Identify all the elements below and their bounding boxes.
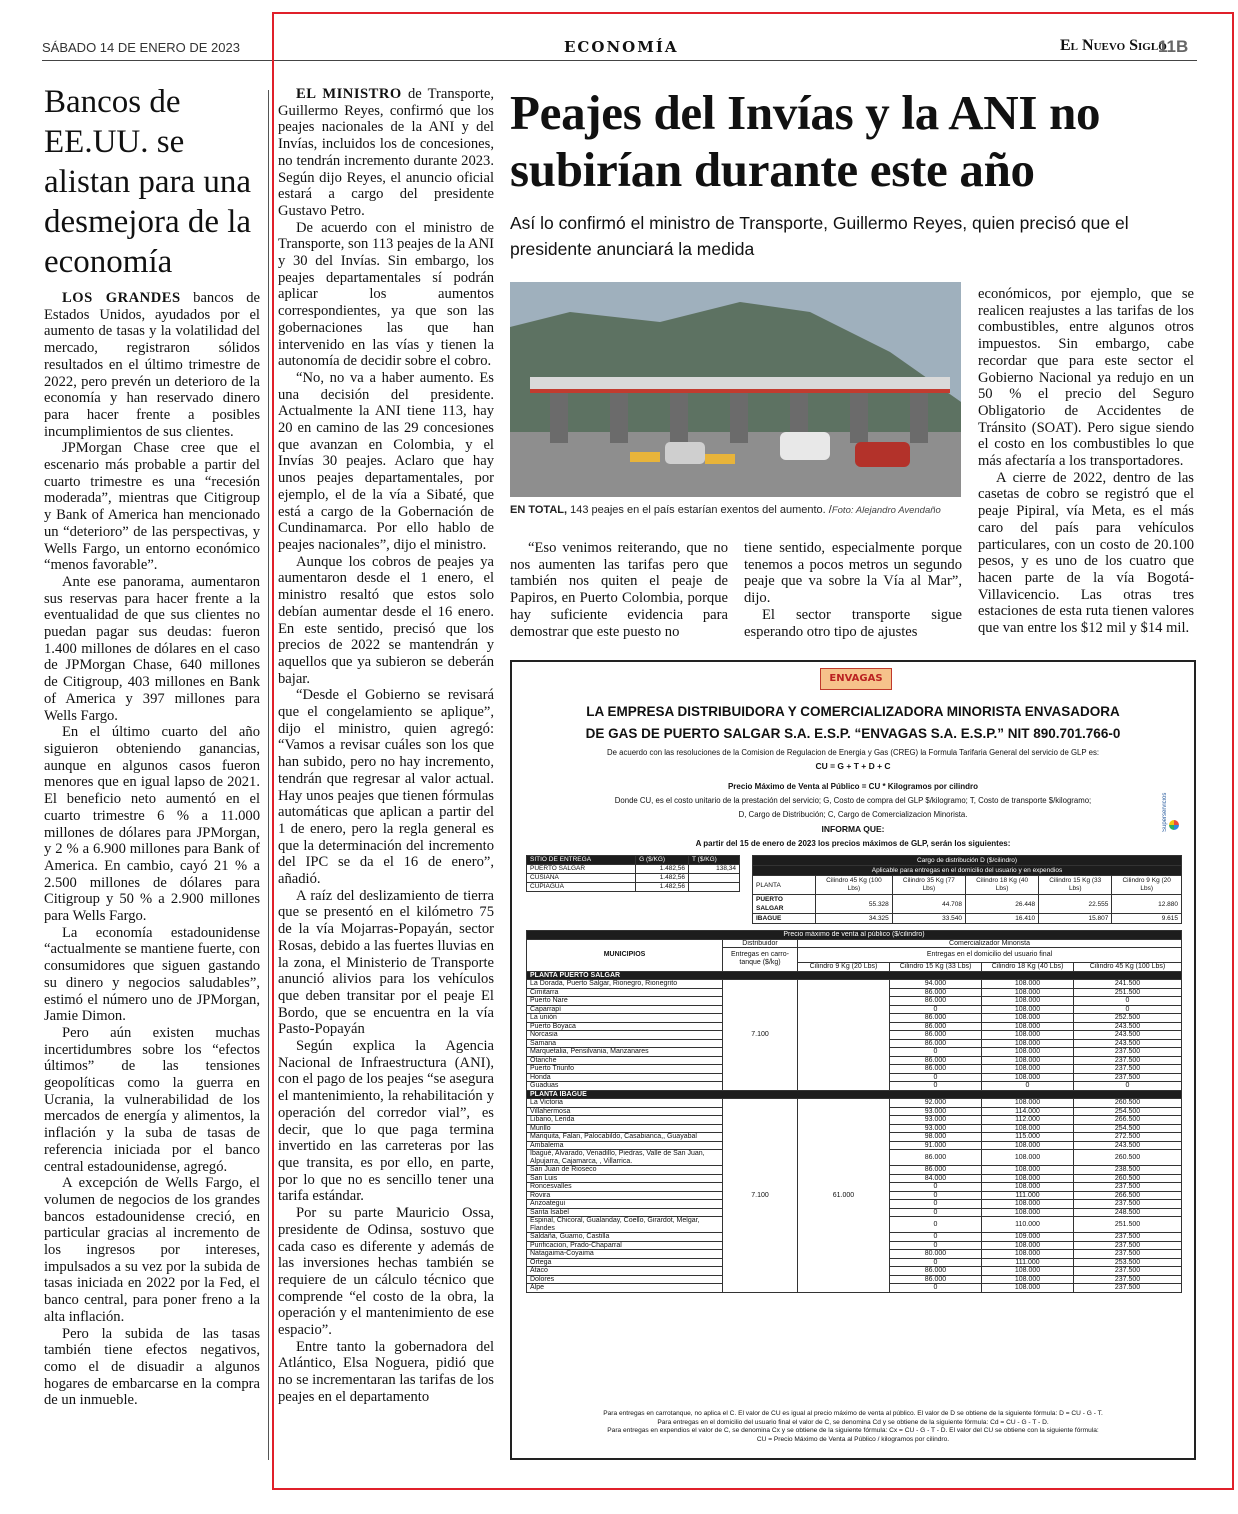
price-cell: 108.000 xyxy=(982,1275,1074,1284)
price-cell: 111.000 xyxy=(982,1191,1074,1200)
price-cell: 109.000 xyxy=(982,1233,1074,1242)
price-cell: 108.000 xyxy=(982,1065,1074,1074)
municipio-cell: Norcasia xyxy=(527,1031,723,1040)
price-cell: 0 xyxy=(890,1241,982,1250)
paragraph xyxy=(44,1025,260,1175)
ad-title-line-2: DE GAS DE PUERTO SALGAR S.A. E.S.P. “ENVAGAS S.A. E.S.P.” NIT 890.701.766-0 xyxy=(585,726,1121,741)
table-row xyxy=(527,874,740,883)
municipio-cell: Puerto Boyaca xyxy=(527,1022,723,1031)
paragraph-text: A raíz del deslizamiento de tierra que se presentó en el kilómetro 75 de la vía Mojarras-Popayán, sector Rosas, debido a las fuertes lluvias en la zona, el Ministerio de Transporte anunció alivios para los vehículos que deben transitar por el peaje El Bordo, que se encuentra en la vía Pasto-Popayán xyxy=(278,887,494,1038)
price-cell: 0 xyxy=(890,1073,982,1082)
municipio-cell: Libano, Lerida xyxy=(527,1116,723,1125)
price-cell: 93.000 xyxy=(890,1116,982,1125)
paragraph-text: A cierre de 2022, dentro de las casetas de cobro se registró que el peaje Pipiral, vía Meta, es el más caro del país para vehículos particulares, con un costo de 20.100 pesos, y es uno de los cuatro que hacen parte de la vía Bogotá-Villavicencio. Las otras tres estaciones de esta ruta tienen valores que van entre los $12 mil y $14 mil. xyxy=(978,469,1194,637)
price-cell: 0 xyxy=(1074,997,1182,1006)
ad-informa: INFORMA QUE: xyxy=(821,824,885,834)
distribuidor-cell: 7.100 xyxy=(723,1099,798,1293)
ad-notes xyxy=(522,1410,1184,1444)
left-article-body xyxy=(44,290,260,1409)
main-article-title: Peajes del Invías y la ANI no subirían durante este año xyxy=(510,85,1101,197)
paragraph xyxy=(278,1205,494,1339)
distribuidor-cell: 7.100 xyxy=(723,980,798,1091)
paragraph xyxy=(44,574,260,724)
t2-header: Cilindro 45 Kg (100 Lbs) xyxy=(816,876,893,895)
ad-formula: CU = G + T + D + C xyxy=(815,761,891,771)
g-t-cost-table xyxy=(526,855,740,892)
paragraph xyxy=(44,440,260,574)
paragraph-text: El sector transporte sigue esperando otro tipo de ajustes xyxy=(744,606,962,640)
main-article-column-4 xyxy=(978,286,1194,637)
price-cell: 108.000 xyxy=(982,1005,1074,1014)
newspaper-name: El Nuevo Siglo xyxy=(1060,37,1167,54)
price-cell: 241.500 xyxy=(1074,980,1182,989)
price-cell: 0 xyxy=(1074,1005,1182,1014)
table-cell: 22.555 xyxy=(1039,895,1112,914)
envagas-logo: ENVAGAS xyxy=(820,668,892,690)
t1-header: G ($/KG) xyxy=(636,856,689,865)
price-cell: 0 xyxy=(890,1233,982,1242)
municipio-cell: Cimitarra xyxy=(527,988,723,997)
price-cell: 86.000 xyxy=(890,1014,982,1023)
price-cell: 272.500 xyxy=(1074,1133,1182,1142)
paragraph xyxy=(510,540,728,640)
municipio-cell: Espinal, Chicoral, Gualanday, Coello, Girardot, Melgar, Flandes xyxy=(527,1217,723,1233)
paragraph-text: económicos, por ejemplo, que se realicen reajustes a las tarifas de los combustibles, entre algunos otros impuestos. Sin embargo, cabe recordar que para este sector el Gobierno Nacional ya redujo en un 50 % el precio del Seguro Obligatorio de Accidentes de Tránsito (SOAT). Pero sigue siendo el costo en los combustibles lo que más afectaría a los transportadores. xyxy=(978,286,1194,470)
paragraph xyxy=(278,888,494,1038)
paragraph-text: A excepción de Wells Fargo, el volumen de negocios de los grandes bancos estadounidense creció, en particular gracias al incremento de los ingresos por intereses, impulsados a su vez por la subida de tasas iniciada en 2022 por la Fed, el banco central, para poner freno a la alta inflación. xyxy=(44,1175,260,1325)
price-cell: 108.000 xyxy=(982,1241,1074,1250)
municipio-cell: Samana xyxy=(527,1039,723,1048)
municipio-cell: Mariquita, Falan, Palocabildo, Casabianca,, Guayabal xyxy=(527,1133,723,1142)
municipio-cell: Marquetalia, Pensilvania, Manzanares xyxy=(527,1048,723,1057)
price-cell: 86.000 xyxy=(890,1056,982,1065)
paragraph-text: “Eso venimos reiterando, que no nos aumenten las tarifas pero que también nos quiten el peaje de Papiros, en Puerto Colombia, porque hay suficiente evidencia para demostrar que este puesto no xyxy=(510,540,728,640)
price-cell: 237.500 xyxy=(1074,1200,1182,1209)
paragraph xyxy=(978,286,1194,470)
t2-header: Cilindro 9 Kg (20 Lbs) xyxy=(1112,876,1182,895)
municipio-cell: Anzoategui xyxy=(527,1200,723,1209)
price-cell: 94.000 xyxy=(890,980,982,989)
price-cell: 108.000 xyxy=(982,1174,1074,1183)
table-cell: 12.880 xyxy=(1112,895,1182,914)
price-cell: 93.000 xyxy=(890,1124,982,1133)
price-cell: 237.500 xyxy=(1074,1065,1182,1074)
price-cell: 108.000 xyxy=(982,980,1074,989)
table-cell: 1.482,56 xyxy=(636,874,689,883)
t3-municipios-header: MUNICIPIOS xyxy=(527,939,723,971)
paragraph-text: JPMorgan Chase cree que el escenario más probable a partir del cuarto trimestre es una “recesión moderada”, mientras que Citigroup y Bank of America han mencionado un “deterioro” de las perspectivas, y Wells Fargo, un entorno económico “menos favorable”. xyxy=(44,440,260,574)
price-cell: 260.500 xyxy=(1074,1150,1182,1166)
price-cell: 237.500 xyxy=(1074,1275,1182,1284)
superservicios-logo: Superservicios xyxy=(1162,792,1168,832)
price-cell: 253.500 xyxy=(1074,1258,1182,1267)
price-cell: 108.000 xyxy=(982,1124,1074,1133)
price-cell: 108.000 xyxy=(982,988,1074,997)
table-cell: 138,34 xyxy=(689,865,740,874)
t3-col-header: Cilindro 9 Kg (20 Lbs) xyxy=(798,963,890,972)
table-cell: 9.615 xyxy=(1112,914,1182,924)
table-row xyxy=(753,895,1182,914)
price-cell: 108.000 xyxy=(982,1099,1074,1108)
price-cell: 112.000 xyxy=(982,1116,1074,1125)
paragraph-text: Por su parte Mauricio Ossa, presidente de Odinsa, sostuvo que cada caso es diferente y además de las inversiones hechas también se requiere de un cálculo técnico que comprende “el costo de la obra, la operación y el mantenimiento de ese espacio”. xyxy=(278,1205,494,1339)
paragraph xyxy=(44,925,260,1025)
t1-header: T ($/KG) xyxy=(689,856,740,865)
section-name: PLANTA IBAGUE xyxy=(527,1090,1182,1099)
superservicios-icon xyxy=(1169,820,1179,830)
table-cell: 1.482,56 xyxy=(636,883,689,892)
table-row xyxy=(527,980,1182,989)
paragraph-text: Pero la subida de las tasas también tiene efectos negativos, como el de disuadir a algunos hogares de embarcarse en la compra de un inmueble. xyxy=(44,1325,260,1409)
price-cell: 86.000 xyxy=(890,988,982,997)
table-cell: 26.448 xyxy=(965,895,1038,914)
paragraph xyxy=(278,370,494,554)
price-cell: 86.000 xyxy=(890,1031,982,1040)
ad-note-line: Para entregas en expendios el valor de C, se denomina Cx y se obtiene de la siguiente fórmula: Cx = CU - G - T - D. El valor del CU se obtiene con la siguiente fórmula: xyxy=(607,1427,1099,1435)
price-cell: 115.000 xyxy=(982,1133,1074,1142)
table-row xyxy=(527,1099,1182,1108)
price-cell: 0 xyxy=(890,1082,982,1091)
ad-note-line: Para entregas en carrotanque, no aplica el C. El valor de CU es igual al precio máximo de venta al público. El valor de D se obtiene de la siguiente fórmula: D = CU - G - T. xyxy=(603,1410,1103,1417)
municipio-cell: San Juan de Rioseco xyxy=(527,1166,723,1175)
ad-definitions-2: D, Cargo de Distribución; C, Cargo de Comercializacion Minorista. xyxy=(738,810,968,819)
main-article-column-1 xyxy=(278,86,494,1406)
cilindro-9-cell xyxy=(798,980,890,1091)
envagas-advertisement xyxy=(510,660,1196,1460)
price-cell: 86.000 xyxy=(890,1065,982,1074)
main-article-subtitle: Así lo confirmó el ministro de Transporte, Guillermo Reyes, quien precisó que el presidente anunciará la medida xyxy=(510,213,1129,259)
price-cell: 86.000 xyxy=(890,1150,982,1166)
paragraph xyxy=(744,540,962,607)
price-cell: 260.500 xyxy=(1074,1099,1182,1108)
paragraph xyxy=(278,220,494,370)
main-article-column-2 xyxy=(510,540,728,640)
table-cell: CUSIANA xyxy=(527,874,636,883)
price-cell: 0 xyxy=(890,1200,982,1209)
distribution-charge-table xyxy=(752,855,1182,924)
t2-header: Cilindro 35 Kg (77 Lbs) xyxy=(892,876,965,895)
t3-carrotanque-header: Entregas en carro-tanque ($/kg) xyxy=(723,948,798,972)
municipio-cell: Puerto Triunfo xyxy=(527,1065,723,1074)
price-cell: 86.000 xyxy=(890,1166,982,1175)
price-cell: 108.000 xyxy=(982,1200,1074,1209)
price-cell: 108.000 xyxy=(982,1014,1074,1023)
price-cell: 114.000 xyxy=(982,1107,1074,1116)
price-cell: 93.000 xyxy=(890,1107,982,1116)
price-cell: 86.000 xyxy=(890,1267,982,1276)
price-cell: 0 xyxy=(890,1048,982,1057)
municipio-cell: Purificacion, Prado-Chaparral xyxy=(527,1241,723,1250)
cilindro-9-cell: 61.000 xyxy=(798,1099,890,1293)
t3-title: Precio máximo de venta al público ($/cilindro) xyxy=(527,931,1182,940)
t3-distribuidor-header: Distribuidor xyxy=(723,939,798,948)
municipio-cell: Puerto Nare xyxy=(527,997,723,1006)
price-cell: 108.000 xyxy=(982,1048,1074,1057)
ad-definitions-1: Donde CU, es el costo unitario de la prestación del servicio; G, Costo de compra del GLP $/kilogramo; T, Costo de transporte $/kilogramo; xyxy=(614,796,1092,805)
municipio-cell: Villahermosa xyxy=(527,1107,723,1116)
table-row xyxy=(527,865,740,874)
left-article-title: Bancos de EE.UU. se alistan para una desmejora de la economía xyxy=(44,84,252,280)
paragraph-text: Pero aún existen muchas incertidumbres sobre los “efectos últimos” de las tensiones geopolíticas como la guerra en Ucrania, la vulnerabilidad de los mercados de energía y alimentos, la inflación y la suba de tasas de referencia iniciada por el banco central estadounidense, agregó. xyxy=(44,1024,260,1175)
table-cell: 34.325 xyxy=(816,914,893,924)
price-cell: 86.000 xyxy=(890,1022,982,1031)
paragraph xyxy=(278,1038,494,1205)
paragraph xyxy=(278,86,494,220)
paragraph xyxy=(44,1326,260,1410)
price-cell: 108.000 xyxy=(982,1141,1074,1150)
t3-col-header: Cilindro 45 Kg (100 Lbs) xyxy=(1074,963,1182,972)
t3-comercializador-header: Comercializador Minorista xyxy=(798,939,1182,948)
t2-title: Cargo de distribución D ($/cilindro) xyxy=(753,856,1182,866)
table-section-row xyxy=(527,971,1182,980)
table-cell: 15.807 xyxy=(1039,914,1112,924)
retail-price-table xyxy=(526,930,1182,1293)
price-cell: 254.500 xyxy=(1074,1107,1182,1116)
price-cell: 266.500 xyxy=(1074,1116,1182,1125)
paragraph-text: Entre tanto la gobernadora del Atlántico, Elsa Noguera, pidió que no se incrementaran las tarifas de los peajes en el departamento xyxy=(278,1338,494,1405)
table-cell: 55.328 xyxy=(816,895,893,914)
price-cell: 108.000 xyxy=(982,1073,1074,1082)
price-cell: 237.500 xyxy=(1074,1241,1182,1250)
paragraph xyxy=(44,1175,260,1325)
table-cell xyxy=(689,874,740,883)
paragraph xyxy=(744,607,962,640)
price-cell: 108.000 xyxy=(982,1208,1074,1217)
t2-plant-label: PLANTA xyxy=(753,876,816,895)
price-cell: 108.000 xyxy=(982,1166,1074,1175)
section-name: PLANTA PUERTO SALGAR xyxy=(527,971,1182,980)
price-cell: 0 xyxy=(890,1217,982,1233)
municipio-cell: Alpe xyxy=(527,1284,723,1293)
municipio-cell: Ibagué, Alvarado, Venadillo, Piedras, Valle de San Juan, Alpujarra, Cajamarca, , Villarrica. xyxy=(527,1150,723,1166)
price-cell: 260.500 xyxy=(1074,1174,1182,1183)
municipio-cell: Dolores xyxy=(527,1275,723,1284)
table-cell: 44.708 xyxy=(892,895,965,914)
toll-booth-photo xyxy=(510,282,961,497)
t2-header: Cilindro 15 Kg (33 Lbs) xyxy=(1039,876,1112,895)
price-cell: 251.500 xyxy=(1074,1217,1182,1233)
price-cell: 238.500 xyxy=(1074,1166,1182,1175)
main-article-column-3 xyxy=(744,540,962,640)
paragraph xyxy=(44,724,260,924)
price-cell: 0 xyxy=(1074,1082,1182,1091)
section-name: ECONOMÍA xyxy=(564,38,679,56)
paragraph-text: Aunque los cobros de peajes ya aumentaron desde el 1 enero, el ministro resaltó que estos solo debían aumentar desde el 16 enero. En este sentido, precisó que los precios de 2022 se mantendrán y aquellos que ya subieron se deberán bajar. xyxy=(278,553,494,687)
municipio-cell: La unión xyxy=(527,1014,723,1023)
municipio-cell: Ambalema xyxy=(527,1141,723,1150)
municipio-cell: La Dorada, Puerto Salgar, Rionegro, Rionegrito xyxy=(527,980,723,989)
price-cell: 243.500 xyxy=(1074,1039,1182,1048)
price-cell: 243.500 xyxy=(1074,1141,1182,1150)
price-cell: 108.000 xyxy=(982,1056,1074,1065)
table-cell: PUERTO SALGAR xyxy=(527,865,636,874)
t3-col-header: Cilindro 15 Kg (33 Lbs) xyxy=(890,963,982,972)
price-cell: 243.500 xyxy=(1074,1031,1182,1040)
price-cell: 248.500 xyxy=(1074,1208,1182,1217)
price-cell: 108.000 xyxy=(982,1267,1074,1276)
municipio-cell: Ataco xyxy=(527,1267,723,1276)
price-cell: 91.000 xyxy=(890,1141,982,1150)
price-cell: 108.000 xyxy=(982,997,1074,1006)
paragraph-text: Según explica la Agencia Nacional de Infraestructura (ANI), con el pago de los peajes “se asegura el mantenimiento, la rehabilitación y operación del corredor vial”, es decir, que lo que paga termina invertido en las carreteras por las que transita, es por ello, en parte, por lo que no es sencillo tener una tarifa estándar. xyxy=(278,1038,494,1205)
table-cell: PUERTO SALGAR xyxy=(753,895,816,914)
ad-effective-date: A partir del 15 de enero de 2023 los precios máximos de GLP, serán los siguientes: xyxy=(695,839,1011,848)
price-cell: 266.500 xyxy=(1074,1191,1182,1200)
price-cell: 108.000 xyxy=(982,1022,1074,1031)
table-cell: 1.482,56 xyxy=(636,865,689,874)
municipio-cell: Natagaima-Coyaima xyxy=(527,1250,723,1259)
ad-intro: De acuerdo con las resoluciones de la Comision de Regulacion de Energia y Gas (CREG) la Formula Tarifaria General del servicio de GLP es: xyxy=(606,748,1100,757)
price-cell: 0 xyxy=(982,1082,1074,1091)
paragraph-text: De acuerdo con el ministro de Transporte, son 113 peajes de la ANI y 30 del Invías. Sin embargo, los peajes departamentales sí podrán aplicar los aumentos correspondientes, ya que son las gobernaciones las que han intervenido en las vías y tienen la autonomía de decidir sobre el cobro. xyxy=(278,219,494,370)
paragraph-text: “No, no va a haber aumento. Es una decisión del presidente. Actualmente la ANI tiene 113, hay 20 en camino de las 29 concesiones que avanzan en Colombia, y el Invías 30 peajes. Aclaro que hay unos peajes departamentales, por ejemplo, el de la vía a Sibaté, que está a cargo de la Gobernación de Cundinamarca. Por ello hablo de peajes nacionales”, dijo el ministro. xyxy=(278,369,494,553)
paragraph-text: de Transporte, Guillermo Reyes, confirmó que los peajes nacionales de la ANI y del Invías, incluidos los de concesiones, no tendrán incremento durante 2023. Según dijo Reyes, el anuncio oficial estará a cargo del presidente Gustavo Petro. xyxy=(278,86,494,219)
price-cell: 252.500 xyxy=(1074,1014,1182,1023)
price-cell: 110.000 xyxy=(982,1217,1074,1233)
ad-price-formula: Precio Máximo de Venta al Público = CU * Kilogramos por cilindro xyxy=(727,782,979,791)
price-cell: 92.000 xyxy=(890,1099,982,1108)
t3-domicilio-header: Entregas en el domicilio del usuario final xyxy=(798,948,1182,963)
municipio-cell: Guaduas xyxy=(527,1082,723,1091)
price-cell: 80.000 xyxy=(890,1250,982,1259)
table-cell: 16.410 xyxy=(965,914,1038,924)
price-cell: 0 xyxy=(890,1005,982,1014)
paragraph xyxy=(278,1339,494,1406)
municipio-cell: San Luis xyxy=(527,1174,723,1183)
price-cell: 108.000 xyxy=(982,1039,1074,1048)
price-cell: 108.000 xyxy=(982,1031,1074,1040)
price-cell: 108.000 xyxy=(982,1150,1074,1166)
table-row xyxy=(753,914,1182,924)
page-number: 11B xyxy=(1158,37,1189,56)
paragraph xyxy=(44,290,260,440)
t3-col-header: Cilindro 18 Kg (40 Lbs) xyxy=(982,963,1074,972)
caption-lead: EN TOTAL, xyxy=(510,504,568,516)
price-cell: 108.000 xyxy=(982,1250,1074,1259)
price-cell: 0 xyxy=(890,1208,982,1217)
municipio-cell: Rovira xyxy=(527,1191,723,1200)
table-row xyxy=(527,883,740,892)
price-cell: 0 xyxy=(890,1258,982,1267)
t2-header: Cilindro 18 Kg (40 Lbs) xyxy=(965,876,1038,895)
municipio-cell: Otanche xyxy=(527,1056,723,1065)
municipio-cell: Ortega xyxy=(527,1258,723,1267)
paragraph-text: tiene sentido, especialmente porque tenemos a pocos metros un segundo peaje que va sobre la Vía al Mar”, dijo. xyxy=(744,540,962,607)
paragraph-lead: EL MINISTRO xyxy=(296,86,402,102)
municipio-cell: La Victoria xyxy=(527,1099,723,1108)
price-cell: 237.500 xyxy=(1074,1073,1182,1082)
price-cell: 86.000 xyxy=(890,1039,982,1048)
price-cell: 98.000 xyxy=(890,1133,982,1142)
paragraph-text: Ante ese panorama, aumentaron sus reservas para hacer frente a la eventualidad de que sus clientes no puedan pagar sus deudas: fueron 1.400 millones de dólares en el caso de JPMorgan Chase, 640 millones de Citigroup, 403 millones en Bank of America y 397 millones para Wells Fargo. xyxy=(44,573,260,724)
issue-date: SÁBADO 14 DE ENERO DE 2023 xyxy=(42,40,240,55)
price-cell: 237.500 xyxy=(1074,1183,1182,1192)
t1-header: SITIO DE ENTREGA xyxy=(527,856,636,865)
table-cell: CUPIAGUA xyxy=(527,883,636,892)
table-cell: IBAGUE xyxy=(753,914,816,924)
ad-title-line-1: LA EMPRESA DISTRIBUIDORA Y COMERCIALIZADORA MINORISTA ENVASADORA xyxy=(586,704,1120,719)
table-cell xyxy=(689,883,740,892)
column-divider xyxy=(268,90,269,1460)
price-cell: 251.500 xyxy=(1074,988,1182,997)
price-cell: 86.000 xyxy=(890,997,982,1006)
paragraph xyxy=(978,470,1194,637)
price-cell: 86.000 xyxy=(890,1275,982,1284)
paragraph-text: La economía estadounidense “actualmente se mantiene fuerte, con consumidores que siguen gastando su dinero y negocios saludables”, estimó el número uno de JPMorgan, Jamie Dimon. xyxy=(44,924,260,1025)
municipio-cell: Murillo xyxy=(527,1124,723,1133)
table-section-row xyxy=(527,1090,1182,1099)
price-cell: 237.500 xyxy=(1074,1048,1182,1057)
paragraph-lead: LOS GRANDES xyxy=(62,290,181,306)
price-cell: 0 xyxy=(890,1284,982,1293)
municipio-cell: Honda xyxy=(527,1073,723,1082)
price-cell: 108.000 xyxy=(982,1284,1074,1293)
municipio-cell: Roncesvalles xyxy=(527,1183,723,1192)
paragraph-text: bancos de Estados Unidos, ayudados por el aumento de tasas y la volatilidad del mercado, registraron sólidos resultados en el último trimestre de 2022, pero prevén un deterioro de la economía y han reservado dinero para hacer frente a posibles incumplimientos de sus clientes. xyxy=(44,290,260,440)
paragraph xyxy=(278,687,494,887)
photo-caption xyxy=(510,502,960,519)
price-cell: 237.500 xyxy=(1074,1284,1182,1293)
municipio-cell: Santa Isabel xyxy=(527,1208,723,1217)
price-cell: 108.000 xyxy=(982,1183,1074,1192)
ad-note-line: CU = Precio Máximo de Venta al Público / kilogramos por cilindro. xyxy=(756,1435,950,1443)
price-cell: 0 xyxy=(890,1191,982,1200)
price-cell: 84.000 xyxy=(890,1174,982,1183)
paragraph-text: En el último cuarto del año siguieron obteniendo ganancias, aunque en algunos casos fueron menores que en igual lapso de 2021. El beneficio neto aumentó en el cuarto trimestre 6 % a 11.000 millones de dólares para JPMorgan, y 2 % a 6.900 millones para Bank of America. En cambio, cayó 21 % a 2.500 millones de dólares para Citigroup y 50 % a 2.900 millones para Wells Fargo. xyxy=(44,724,260,925)
price-cell: 111.000 xyxy=(982,1258,1074,1267)
municipio-cell: Saldaña, Guamo, Castilla xyxy=(527,1233,723,1242)
paragraph-text: “Desde el Gobierno se revisará que el congelamiento se aplique”, dijo el ministro, quien agregó: “Vamos a revisar cuáles son los que han subido, pero no hay incremento, tendrán que regresar al valor actual. Hay unos peajes que tienen fórmulas automáticas que aplican a partir del 1 de enero, pero la regla general es que la determinación del incremento del IPC se da el 16 de enero”, añadió. xyxy=(278,687,494,888)
price-cell: 237.500 xyxy=(1074,1056,1182,1065)
price-cell: 243.500 xyxy=(1074,1022,1182,1031)
municipio-cell: Caparrapí xyxy=(527,1005,723,1014)
photo-credit: Foto: Alejandro Avendaño xyxy=(831,505,941,516)
price-cell: 0 xyxy=(890,1183,982,1192)
price-cell: 237.500 xyxy=(1074,1233,1182,1242)
ad-note-line: Para entregas en el domicilio del usuario final el valor de C, se denomina Cd y se obtiene de la siguiente fórmula: Cd = CU - G - T - D. xyxy=(657,1418,1049,1426)
caption-text: 143 peajes en el país estarían exentos del aumento. / xyxy=(567,504,832,516)
t2-subtitle: Aplicable para entregas en el domicilio del usuario y en expendios xyxy=(753,866,1182,876)
paragraph xyxy=(278,554,494,688)
price-cell: 237.500 xyxy=(1074,1250,1182,1259)
price-cell: 237.500 xyxy=(1074,1267,1182,1276)
price-cell: 254.500 xyxy=(1074,1124,1182,1133)
table-cell: 33.540 xyxy=(892,914,965,924)
